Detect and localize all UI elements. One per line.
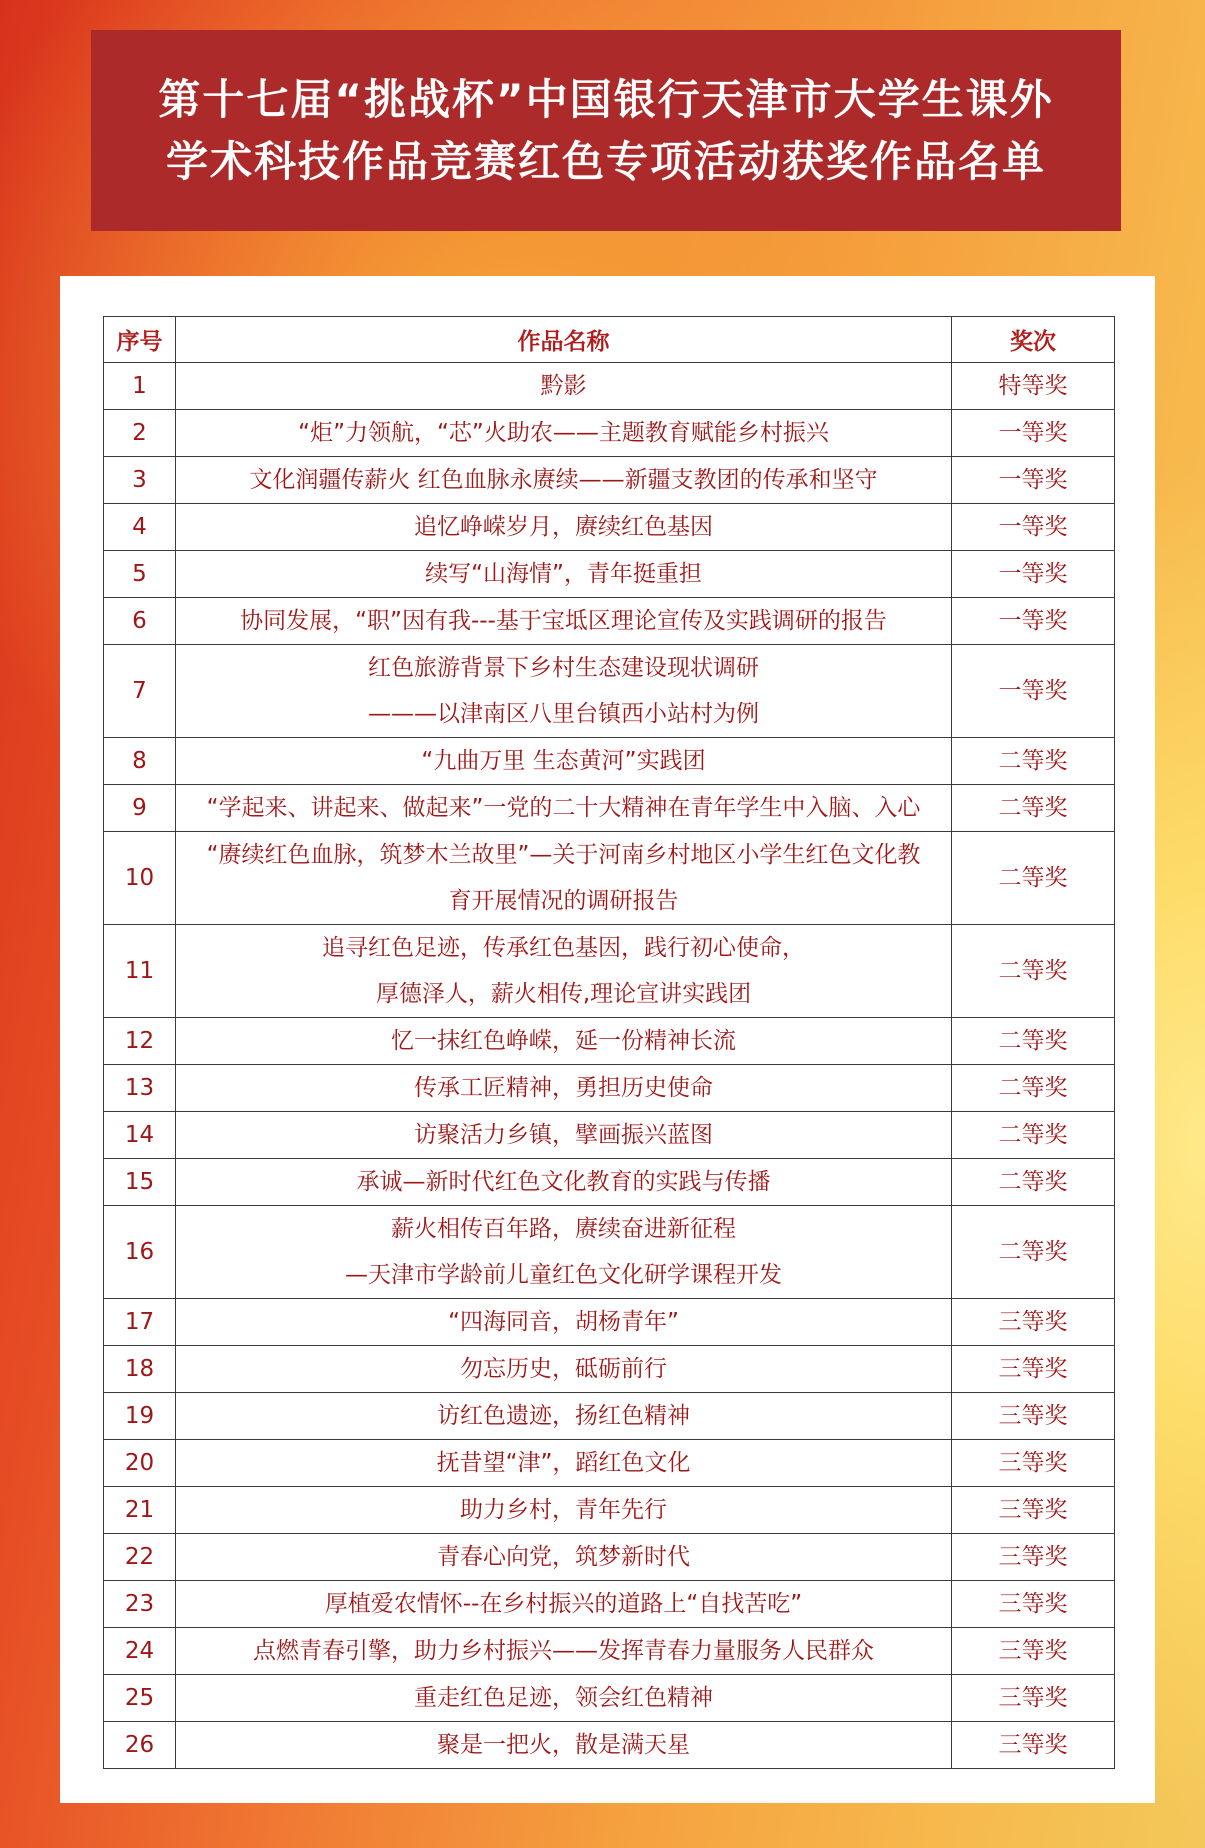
table-row <box>104 1159 1115 1206</box>
row-work-name <box>176 1206 952 1299</box>
row-award: 三等奖 <box>952 1487 1115 1534</box>
work-name-line: “学起来、讲起来、做起来”一党的二十大精神在青年学生中入脑、入心 <box>206 795 921 821</box>
row-award: 二等奖 <box>952 1018 1115 1065</box>
table-row <box>104 785 1115 832</box>
work-name-line: 忆一抹红色峥嵘，延一份精神长流 <box>391 1028 736 1054</box>
work-name-line: 追寻红色足迹，传承红色基因，践行初心使命， <box>322 935 805 961</box>
row-index: 14 <box>104 1112 176 1159</box>
row-work-name <box>176 1065 952 1112</box>
work-name-line: 续写“山海情”，青年挺重担 <box>425 561 702 587</box>
row-work-name <box>176 785 952 832</box>
table-row <box>104 1206 1115 1299</box>
title-banner <box>91 30 1121 231</box>
row-award: 三等奖 <box>952 1393 1115 1440</box>
work-name-line: 访聚活力乡镇，擘画振兴蓝图 <box>414 1122 713 1148</box>
page-title-line-1: 第十七届“挑战杯”中国银行天津市大学生课外 <box>158 74 1054 124</box>
row-work-name <box>176 1675 952 1722</box>
header-award: 奖次 <box>952 317 1115 363</box>
work-name-line: 追忆峥嵘岁月，赓续红色基因 <box>414 514 713 540</box>
row-award: 三等奖 <box>952 1299 1115 1346</box>
header-index: 序号 <box>104 317 176 363</box>
row-index: 24 <box>104 1628 176 1675</box>
row-award: 三等奖 <box>952 1346 1115 1393</box>
work-name-line: 访红色遗迹，扬红色精神 <box>437 1403 690 1429</box>
row-award: 一等奖 <box>952 598 1115 645</box>
row-index: 23 <box>104 1581 176 1628</box>
work-name-line: 文化润疆传薪火 红色血脉永赓续——新疆支教团的传承和坚守 <box>249 467 878 493</box>
row-index: 12 <box>104 1018 176 1065</box>
table-row <box>104 1628 1115 1675</box>
work-name-line: 厚植爱农情怀--在乡村振兴的道路上“自找苦吃” <box>324 1591 803 1617</box>
row-work-name <box>176 1299 952 1346</box>
table-row <box>104 1487 1115 1534</box>
table-row <box>104 1440 1115 1487</box>
row-work-name <box>176 645 952 738</box>
work-name-line: 助力乡村，青年先行 <box>460 1497 667 1523</box>
row-index: 7 <box>104 645 176 738</box>
table-row <box>104 1065 1115 1112</box>
row-award: 二等奖 <box>952 1159 1115 1206</box>
row-work-name <box>176 504 952 551</box>
work-name-line: 传承工匠精神，勇担历史使命 <box>414 1075 713 1101</box>
award-list-card <box>60 276 1155 1803</box>
row-work-name <box>176 1628 952 1675</box>
table-row <box>104 551 1115 598</box>
row-award: 三等奖 <box>952 1440 1115 1487</box>
row-work-name <box>176 1722 952 1769</box>
row-work-name <box>176 1487 952 1534</box>
row-award: 一等奖 <box>952 551 1115 598</box>
row-award: 一等奖 <box>952 504 1115 551</box>
row-index: 5 <box>104 551 176 598</box>
row-index: 4 <box>104 504 176 551</box>
row-index: 9 <box>104 785 176 832</box>
row-award: 一等奖 <box>952 410 1115 457</box>
work-name-line: 厚德泽人，薪火相传,理论宣讲实践团 <box>375 981 752 1007</box>
table-row <box>104 832 1115 925</box>
table-row <box>104 1534 1115 1581</box>
row-index: 8 <box>104 738 176 785</box>
work-name-line: 勿忘历史，砥砺前行 <box>460 1356 667 1382</box>
table-row <box>104 598 1115 645</box>
award-table <box>103 316 1115 1769</box>
work-name-line: 薪火相传百年路，赓续奋进新征程 <box>391 1216 736 1242</box>
table-row <box>104 1018 1115 1065</box>
row-award: 三等奖 <box>952 1534 1115 1581</box>
row-index: 21 <box>104 1487 176 1534</box>
row-index: 3 <box>104 457 176 504</box>
row-award: 一等奖 <box>952 645 1115 738</box>
work-name-line: “赓续红色血脉，筑梦木兰故里”—关于河南乡村地区小学生红色文化教 <box>206 842 921 868</box>
table-body <box>104 363 1115 1769</box>
row-work-name <box>176 457 952 504</box>
row-index: 6 <box>104 598 176 645</box>
row-work-name <box>176 1534 952 1581</box>
row-work-name <box>176 1159 952 1206</box>
table-row <box>104 925 1115 1018</box>
header-name: 作品名称 <box>176 317 952 363</box>
row-work-name <box>176 1393 952 1440</box>
table-row <box>104 645 1115 738</box>
table-row <box>104 1299 1115 1346</box>
work-name-line: 黔影 <box>540 373 587 399</box>
table-row <box>104 1346 1115 1393</box>
row-index: 2 <box>104 410 176 457</box>
row-award: 二等奖 <box>952 785 1115 832</box>
row-work-name <box>176 738 952 785</box>
row-work-name <box>176 925 952 1018</box>
work-name-line: 青春心向党，筑梦新时代 <box>437 1544 690 1570</box>
row-award: 二等奖 <box>952 738 1115 785</box>
table-row <box>104 410 1115 457</box>
row-index: 22 <box>104 1534 176 1581</box>
row-index: 20 <box>104 1440 176 1487</box>
row-award: 二等奖 <box>952 832 1115 925</box>
table-row <box>104 1393 1115 1440</box>
row-award: 二等奖 <box>952 1206 1115 1299</box>
row-index: 25 <box>104 1675 176 1722</box>
row-index: 15 <box>104 1159 176 1206</box>
work-name-line: 红色旅游背景下乡村生态建设现状调研 <box>368 655 759 681</box>
row-index: 26 <box>104 1722 176 1769</box>
row-award: 二等奖 <box>952 1065 1115 1112</box>
row-award: 三等奖 <box>952 1628 1115 1675</box>
table-row <box>104 504 1115 551</box>
row-work-name <box>176 410 952 457</box>
row-index: 13 <box>104 1065 176 1112</box>
row-work-name <box>176 363 952 410</box>
row-index: 18 <box>104 1346 176 1393</box>
row-award: 三等奖 <box>952 1722 1115 1769</box>
row-work-name <box>176 1346 952 1393</box>
work-name-line: 育开展情况的调研报告 <box>448 888 679 914</box>
work-name-line: 抚昔望“津”，蹈红色文化 <box>436 1450 691 1476</box>
table-row <box>104 738 1115 785</box>
row-index: 11 <box>104 925 176 1018</box>
row-index: 1 <box>104 363 176 410</box>
row-index: 16 <box>104 1206 176 1299</box>
row-work-name <box>176 832 952 925</box>
row-award: 三等奖 <box>952 1581 1115 1628</box>
row-award: 二等奖 <box>952 1112 1115 1159</box>
row-award: 一等奖 <box>952 457 1115 504</box>
work-name-line: 重走红色足迹，领会红色精神 <box>414 1685 713 1711</box>
row-work-name <box>176 1581 952 1628</box>
row-work-name <box>176 1018 952 1065</box>
table-row <box>104 1722 1115 1769</box>
work-name-line: —天津市学龄前儿童红色文化研学课程开发 <box>345 1262 782 1288</box>
table-row <box>104 1112 1115 1159</box>
row-award: 二等奖 <box>952 925 1115 1018</box>
table-row <box>104 363 1115 410</box>
work-name-line: “四海同音，胡杨青年” <box>448 1309 679 1335</box>
page-title-line-2: 学术科技作品竞赛红色专项活动获奖作品名单 <box>165 136 1046 186</box>
table-row <box>104 1581 1115 1628</box>
work-name-line: 点燃青春引擎，助力乡村振兴——发挥青春力量服务人民群众 <box>253 1638 874 1664</box>
work-name-line: 承诚—新时代红色文化教育的实践与传播 <box>356 1169 771 1195</box>
work-name-line: 协同发展，“职”因有我---基于宝坻区理论宣传及实践调研的报告 <box>240 608 887 634</box>
table-header-row <box>104 317 1115 363</box>
table-row <box>104 1675 1115 1722</box>
table-row <box>104 457 1115 504</box>
row-work-name <box>176 598 952 645</box>
work-name-line: “九曲万里 生态黄河”实践团 <box>421 748 706 774</box>
row-work-name <box>176 551 952 598</box>
work-name-line: 聚是一把火，散是满天星 <box>437 1732 690 1758</box>
work-name-line: ———以津南区八里台镇西小站村为例 <box>368 701 759 727</box>
row-index: 17 <box>104 1299 176 1346</box>
row-award: 三等奖 <box>952 1675 1115 1722</box>
row-index: 19 <box>104 1393 176 1440</box>
row-work-name <box>176 1112 952 1159</box>
work-name-line: “炬”力领航，“芯”火助农——主题教育赋能乡村振兴 <box>298 420 829 446</box>
row-work-name <box>176 1440 952 1487</box>
row-index: 10 <box>104 832 176 925</box>
row-award: 特等奖 <box>952 363 1115 410</box>
